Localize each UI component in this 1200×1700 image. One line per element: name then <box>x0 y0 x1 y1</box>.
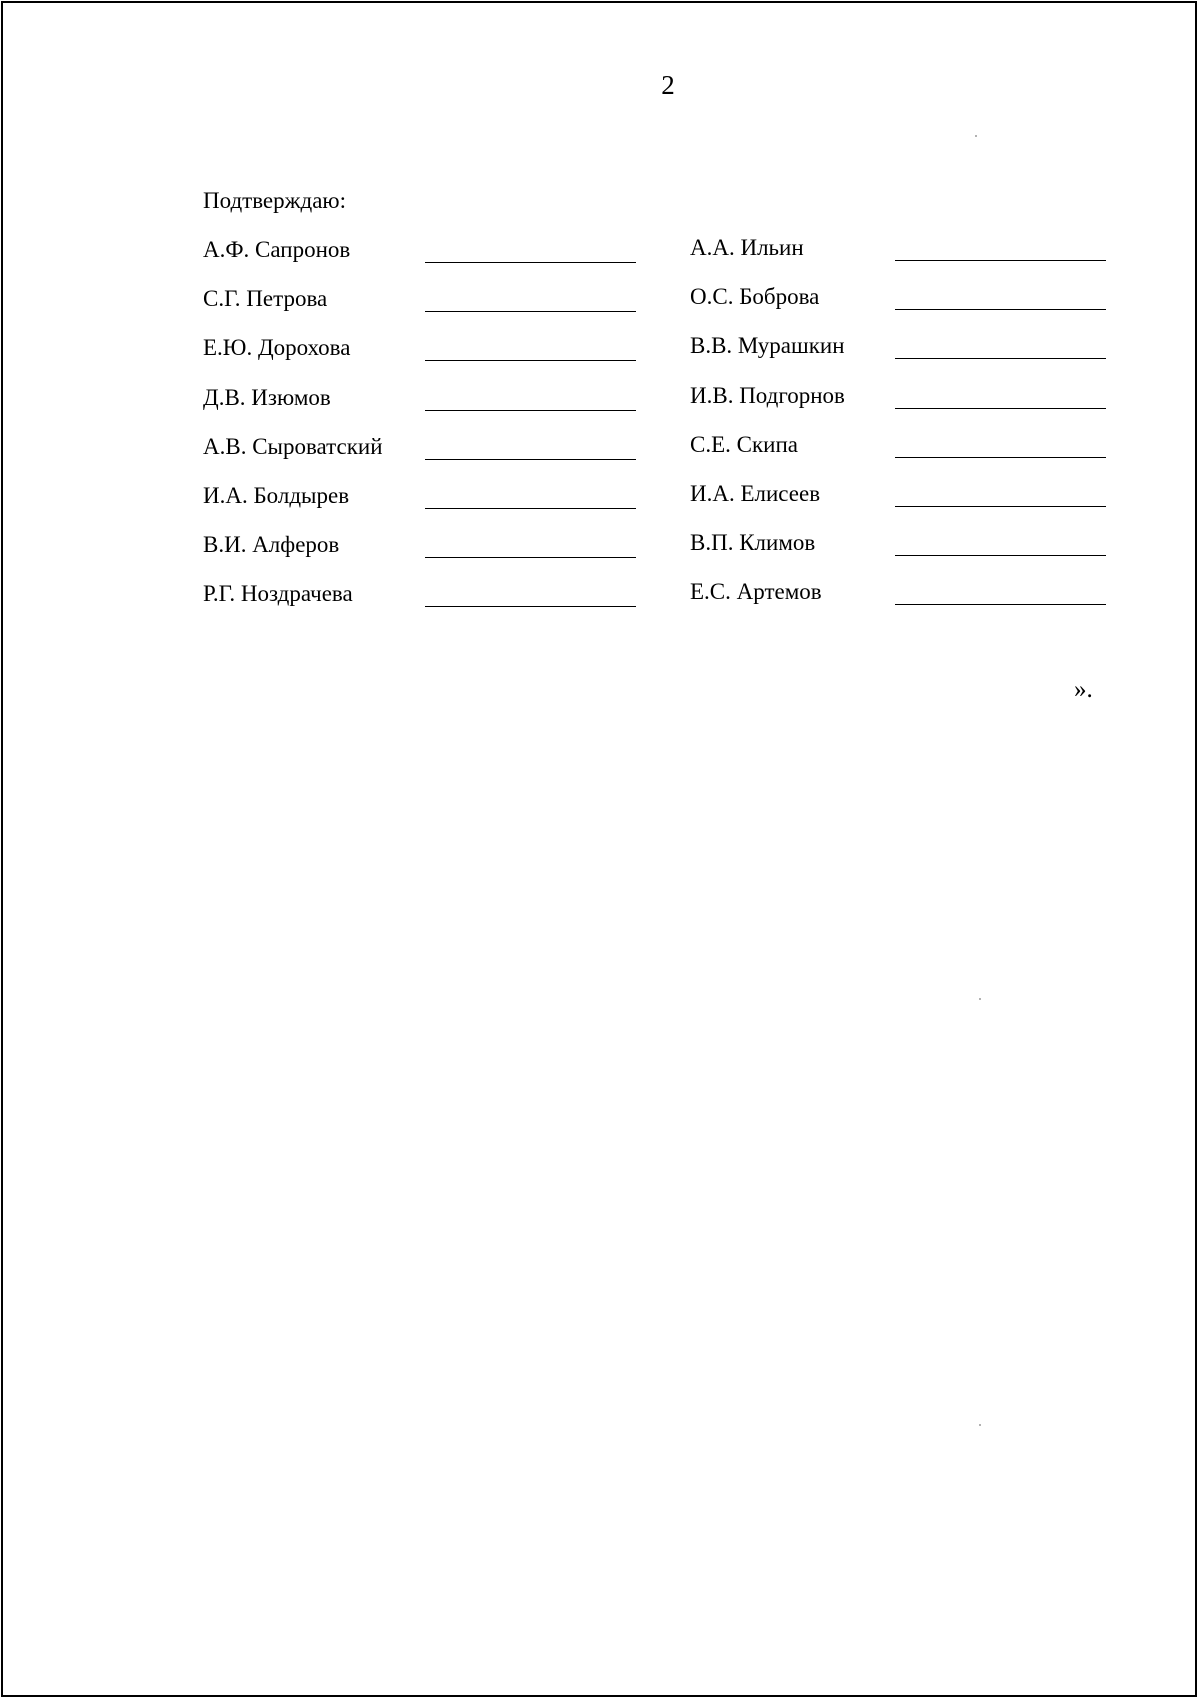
signature-line <box>425 262 636 263</box>
signatory-name: В.П. Климов <box>690 530 816 556</box>
signatory-name: И.В. Подгорнов <box>690 382 845 408</box>
signature-line <box>895 604 1106 605</box>
signatory-name: С.Е. Скипа <box>690 431 798 457</box>
signature-line <box>425 459 636 460</box>
closing-quote: ». <box>1074 676 1093 703</box>
signature-line <box>425 360 636 361</box>
signatory-name: В.В. Мурашкин <box>690 333 845 359</box>
signature-line <box>895 260 1106 261</box>
signature-line <box>425 557 636 558</box>
signature-line <box>425 606 636 607</box>
signature-line <box>425 311 636 312</box>
signatory-name: А.Ф. Сапронов <box>203 237 351 262</box>
signatory-name: В.И. Алферов <box>203 532 340 558</box>
signatory-name: Д.В. Изюмов <box>203 384 331 410</box>
signatory-name: Р.Г. Ноздрачева <box>203 581 353 607</box>
signature-line <box>895 457 1106 458</box>
page-number: 2 <box>661 70 675 100</box>
signature-line <box>895 555 1106 556</box>
signature-line <box>425 410 636 411</box>
signature-line <box>895 309 1106 310</box>
signature-line <box>425 508 636 509</box>
signature-line <box>895 358 1106 359</box>
signatory-name: И.А. Болдырев <box>203 483 350 508</box>
signature-line <box>895 408 1106 409</box>
confirmation-heading: Подтверждаю: <box>203 188 347 213</box>
scan-speck <box>979 1424 981 1426</box>
signatory-name: А.В. Сыроватский <box>203 433 383 459</box>
signatory-name: Е.Ю. Дорохова <box>203 335 351 361</box>
signatory-name: О.С. Боброва <box>690 284 820 310</box>
scan-speck <box>975 135 977 137</box>
scan-speck <box>979 998 981 1000</box>
signatory-name: Е.С. Артемов <box>690 579 822 605</box>
signatory-name: И.А. Елисеев <box>690 481 821 506</box>
page-frame <box>1 1 1197 1697</box>
signature-line <box>895 506 1106 507</box>
signatory-name: А.А. Ильин <box>690 235 804 260</box>
signatory-name: С.Г. Петрова <box>203 286 328 312</box>
